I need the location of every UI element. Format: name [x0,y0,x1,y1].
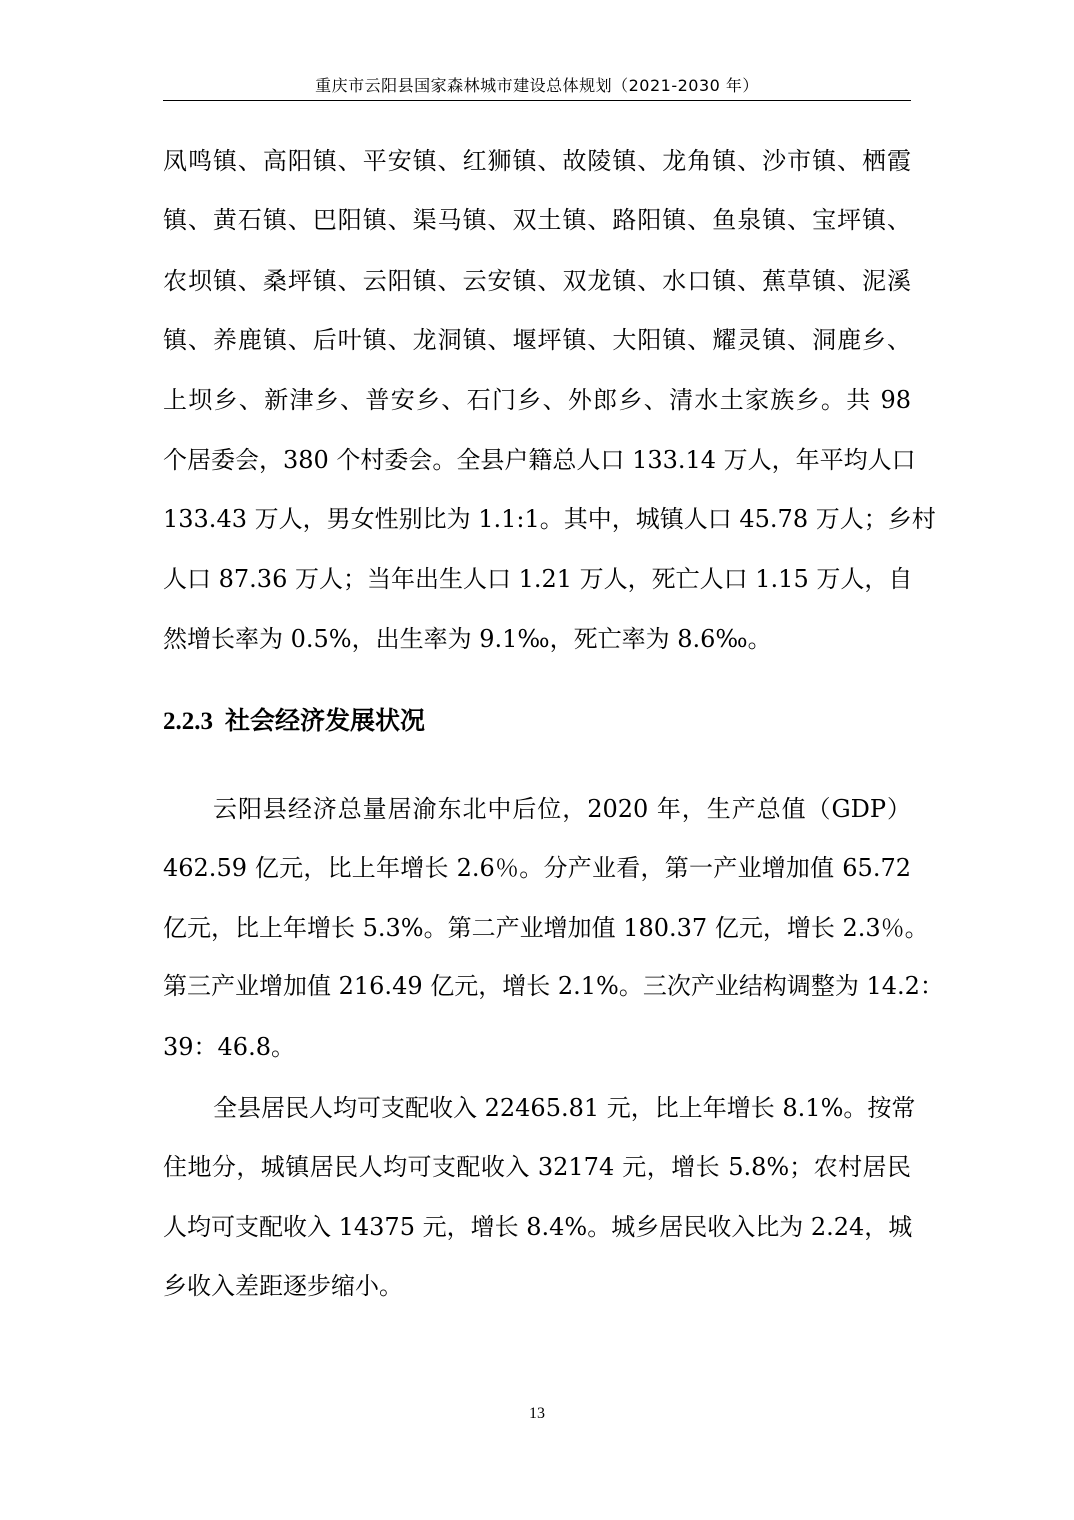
paragraph-line: 第三产业增加值 216.49 亿元，增长 2.1%。三次产业结构调整为 14.2： [163,972,944,1000]
paragraph-line: 133.43 万人，男女性别比为 1.1:1。其中，城镇人口 45.78 万人；乡村 [163,505,936,533]
paragraph-line: 39：46.8。 [163,1033,295,1061]
section-heading [163,705,425,738]
section-number: 2.2.3 [163,708,213,735]
section-title: 社会经济发展状况 [225,706,426,735]
paragraph-line: 上坝乡、新津乡、普安乡、石门乡、外郎乡、清水土家族乡。共 98 [163,386,911,414]
paragraph-line: 462.59 亿元，比上年增长 2.6％。分产业看，第一产业增加值 65.72 [163,854,911,882]
paragraph-line: 亿元，比上年增长 5.3%。第二产业增加值 180.37 亿元，增长 2.3％。 [163,914,929,942]
paragraph-line: 全县居民人均可支配收入 22465.81 元，比上年增长 8.1%。按常 [213,1094,916,1122]
paragraph-line: 云阳县经济总量居渝东北中后位，2020 年，生产总值（GDP） [213,795,911,823]
paragraph-line: 住地分，城镇居民人均可支配收入 32174 元，增长 5.8%；农村居民 [163,1153,911,1181]
paragraph-line: 凤鸣镇、高阳镇、平安镇、红狮镇、故陵镇、龙角镇、沙市镇、栖霞 [163,147,911,175]
header-divider [163,100,911,101]
paragraph-line: 镇、养鹿镇、后叶镇、龙洞镇、堰坪镇、大阳镇、耀灵镇、洞鹿乡、 [163,326,911,354]
paragraph-line: 人均可支配收入 14375 元，增长 8.4%。城乡居民收入比为 2.24，城 [163,1213,913,1241]
paragraph-line: 乡收入差距逐步缩小。 [163,1272,403,1300]
paragraph-line: 农坝镇、桑坪镇、云阳镇、云安镇、双龙镇、水口镇、蕉草镇、泥溪 [163,267,911,295]
paragraph-line: 镇、黄石镇、巴阳镇、渠马镇、双土镇、路阳镇、鱼泉镇、宝坪镇、 [163,206,911,234]
page-number: 13 [529,1405,545,1422]
page-header-title: 重庆市云阳县国家森林城市建设总体规划（2021-2030 年） [315,76,759,95]
paragraph-line: 人口 87.36 万人；当年出生人口 1.21 万人，死亡人口 1.15 万人，自 [163,565,913,593]
paragraph-line: 个居委会，380 个村委会。全县户籍总人口 133.14 万人，年平均人口 [163,446,916,474]
paragraph-line: 然增长率为 0.5%，出生率为 9.1‰，死亡率为 8.6‰。 [163,625,772,653]
